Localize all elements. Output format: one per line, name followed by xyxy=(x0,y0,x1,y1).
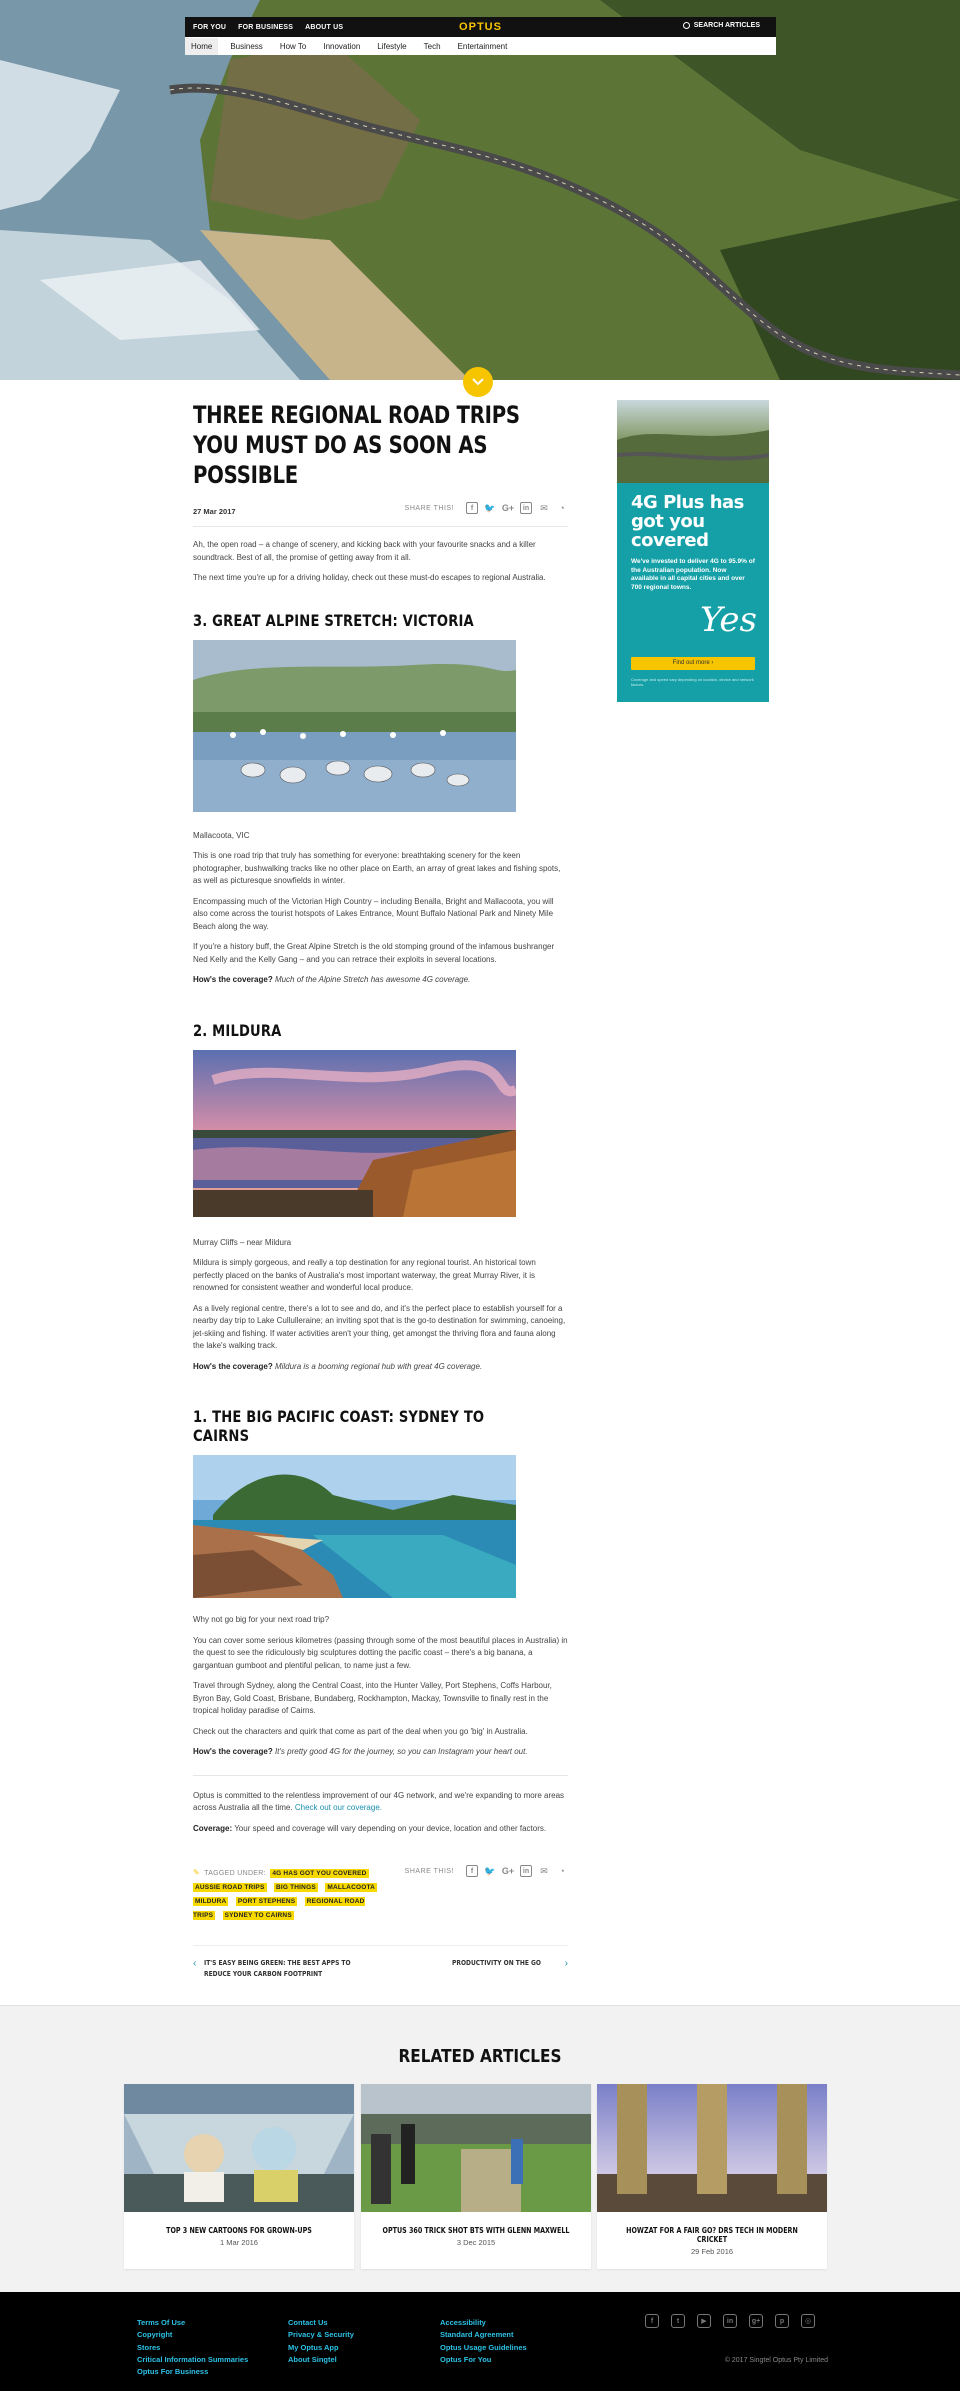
section-paragraph: This is one road trip that truly has something for everyone: breathtaking scenery for the keen photographer, bushwalking tracks like no other place on Earth, an array of great lakes and fishing spots, as well as picturesque snowfields in winter. xyxy=(193,851,561,885)
related-card-title: TOP 3 NEW CARTOONS FOR GROWN-UPS xyxy=(166,2226,312,2235)
related-card-title: OPTUS 360 TRICK SHOT BTS WITH GLENN MAXWELL xyxy=(382,2226,570,2235)
section-heading: 2. MILDURA xyxy=(193,1020,282,1040)
footer-link[interactable]: Stores xyxy=(137,2342,161,2352)
google-plus-icon[interactable]: g+ xyxy=(749,2314,763,2328)
copyright: © 2017 Singtel Optus Pty Limited xyxy=(724,2357,828,2364)
rss-icon[interactable]: ◔ xyxy=(559,503,565,513)
footer-link[interactable]: Copyright xyxy=(137,2330,173,2340)
related-card-date: 1 Mar 2016 xyxy=(220,2238,258,2247)
coverage-line xyxy=(193,1746,568,1759)
coverage-note-text: Your speed and coverage will vary depending on your device, location and other factors. xyxy=(234,1823,547,1833)
footer-link[interactable]: Privacy & Security xyxy=(288,2330,354,2340)
tag-link[interactable]: MILDURA xyxy=(195,1898,227,1905)
footer-column-1 xyxy=(137,2317,248,2378)
photo-murray-cliffs xyxy=(193,1050,516,1217)
footer-link[interactable]: Optus Usage Guidelines xyxy=(440,2342,527,2352)
facebook-icon[interactable]: f xyxy=(466,1865,478,1877)
share-label: SHARE THIS! xyxy=(404,504,454,512)
nav-item-how-to[interactable]: How To xyxy=(279,41,307,51)
previous-article-link[interactable] xyxy=(193,1958,393,1980)
hero-image xyxy=(0,0,960,380)
related-image-stumps xyxy=(597,2084,827,2212)
nav-item-innovation[interactable]: Innovation xyxy=(323,41,361,51)
share-bar xyxy=(405,502,568,514)
tag-link[interactable]: AUSSIE ROAD TRIPS xyxy=(195,1884,265,1891)
related-card-date: 3 Dec 2015 xyxy=(456,2238,496,2247)
search-label: SEARCH ARTICLES xyxy=(693,22,760,29)
social-icons xyxy=(645,2314,827,2328)
related-card-title: HOWZAT FOR A FAIR GO? DRS TECH IN MODERN CRICKET xyxy=(626,2226,798,2244)
tag-link[interactable]: 4G HAS GOT YOU COVERED xyxy=(272,1870,367,1877)
tag-icon: ✎ xyxy=(193,1868,200,1877)
article-meta xyxy=(193,500,568,520)
nav-item-business[interactable]: Business xyxy=(230,41,263,51)
google-plus-icon[interactable]: G+ xyxy=(501,503,515,513)
section-paragraph: Travel through Sydney, along the Central Coast, into the Hunter Valley, Port Stephens, Coffs Harbour, Byron Bay, Gold Coast, Brisbane, Bundaberg, Rockhampton, Mackay, Townsville to finally rest in the tropical holiday paradise of Cairns. xyxy=(193,1681,552,1715)
section-paragraph: If you're a history buff, the Great Alpine Stretch is the old stomping ground of the infamous bushranger Ned Kelly and the Kelly Gang – and you can retrace their exploits in several locations. xyxy=(193,942,555,964)
article-body xyxy=(193,400,568,1835)
section-paragraph: Encompassing much of the Victorian High Country – including Benalla, Bright and Mallacoota, you will also come across the tourist hotspots of Lakes Entrance, Mount Buffalo National Park and Ninety Mile Beach along the way. xyxy=(193,896,554,931)
facebook-icon[interactable]: f xyxy=(645,2314,659,2328)
tags-section xyxy=(193,1865,568,1921)
site-footer xyxy=(0,2292,960,2391)
linkedin-icon[interactable]: in xyxy=(520,1865,532,1877)
footer-column-3 xyxy=(440,2317,527,2366)
ad-headline: 4G Plus has got you covered xyxy=(631,492,744,551)
coverage-label: How's the coverage? xyxy=(193,1361,273,1371)
nav-link-about-us[interactable]: ABOUT US xyxy=(305,23,344,31)
intro-paragraph: Ah, the open road – a change of scenery, and kicking back with your favourite snacks and a killer soundtrack. Best of all, the promise of getting away from it all. xyxy=(193,540,536,562)
nav-item-home[interactable]: Home xyxy=(185,38,218,55)
intro-paragraph: The next time you're up for a driving holiday, check out these must-do escapes to regional Australia. xyxy=(193,573,546,582)
footer-link[interactable]: Contact Us xyxy=(288,2318,328,2327)
linkedin-icon[interactable]: in xyxy=(723,2314,737,2328)
nav-category-bar xyxy=(185,37,776,55)
related-image-cricket xyxy=(361,2084,591,2212)
coverage-text: Mildura is a booming regional hub with great 4G coverage. xyxy=(274,1361,483,1371)
chevron-left-icon: ‹ xyxy=(193,1958,197,1969)
coverage-note xyxy=(193,1823,568,1836)
coverage-note-label: Coverage: xyxy=(193,1823,233,1833)
instagram-icon[interactable]: ◎ xyxy=(801,2314,815,2328)
footer-link[interactable]: Optus For Business xyxy=(137,2367,209,2377)
section-paragraph: Mildura is simply gorgeous, and really a top destination for any regional tourist. An historical town perfectly placed on the banks of Australia's most important waterway, the great Murray River, it is renowned for consistent weather and wonderful local produce. xyxy=(193,1258,536,1292)
footer-link[interactable]: My Optus App xyxy=(288,2342,339,2352)
photo-pacific-coast xyxy=(193,1455,516,1598)
divider xyxy=(193,1775,568,1776)
footer-link[interactable]: Optus For You xyxy=(440,2354,492,2364)
coverage-text: It's pretty good 4G for the journey, so you can Instagram your heart out. xyxy=(274,1747,528,1756)
footer-link[interactable]: Standard Agreement xyxy=(440,2330,514,2340)
twitter-icon[interactable]: 🐦 xyxy=(484,1865,496,1876)
footer-column-2 xyxy=(288,2317,354,2366)
divider xyxy=(193,526,568,527)
footer-link[interactable]: Critical Information Summaries xyxy=(137,2354,249,2364)
article-date: 27 Mar 2017 xyxy=(193,507,236,516)
nav-link-for-you[interactable]: FOR YOU xyxy=(193,23,227,31)
next-article-link[interactable] xyxy=(452,1958,568,1969)
photo-caption: Why not go big for your next road trip? xyxy=(193,1615,330,1624)
footer-link[interactable]: About Singtel xyxy=(288,2354,337,2364)
related-image-cartoons xyxy=(124,2084,354,2212)
nav-item-entertainment[interactable]: Entertainment xyxy=(457,41,508,51)
nav-item-lifestyle[interactable]: Lifestyle xyxy=(377,41,407,51)
ad-photo xyxy=(617,400,769,483)
related-articles xyxy=(0,2005,960,2292)
coverage-label: How's the coverage? xyxy=(193,975,273,984)
tag-link[interactable]: MALLACOOTA xyxy=(327,1884,376,1891)
section-paragraph: As a lively regional centre, there's a lot to see and do, and it's the perfect place to establish yourself for a nearby day trip to Lake Cullulleraine; an inviting spot that is the go-to destination for swimming, canoeing, jet-skiing and fishing. If water activities aren't your thing, get amongst the thriving flora and fauna along the lake's walking track. xyxy=(193,1303,566,1350)
ad-brand-script: Yes xyxy=(699,600,757,640)
email-icon[interactable]: ✉ xyxy=(540,1865,548,1876)
twitter-icon[interactable]: t xyxy=(671,2314,685,2328)
section-paragraph: Check out the characters and quirk that come as part of the deal when you go 'big' in Australia. xyxy=(193,1726,528,1736)
prev-next-navigation xyxy=(193,1945,568,1978)
nav-top-bar xyxy=(185,17,776,37)
section-heading: 3. GREAT ALPINE STRETCH: VICTORIA xyxy=(193,610,474,630)
linkedin-icon[interactable]: in xyxy=(520,502,532,514)
related-card[interactable] xyxy=(597,2084,827,2269)
footer-link[interactable]: Terms Of Use xyxy=(137,2318,186,2327)
closing-paragraph xyxy=(193,1790,568,1815)
tag-link[interactable]: SYDNEY TO CAIRNS xyxy=(224,1912,292,1919)
coverage-line xyxy=(193,974,568,987)
advert-4g-plus[interactable] xyxy=(617,400,769,702)
ad-fine-print: Coverage and speed vary depending on location, device and network factors. xyxy=(631,677,754,687)
coverage-text: Much of the Alpine Stretch has awesome 4G coverage. xyxy=(274,975,471,984)
nav-link-for-business[interactable]: FOR BUSINESS xyxy=(238,23,294,31)
next-article-title: PRODUCTIVITY ON THE GO xyxy=(452,1959,541,1967)
optus-logo[interactable]: OPTUS xyxy=(459,21,502,33)
closing-text: Optus is committed to the relentless improvement of our 4G network, and we're expanding to more areas across Australia all the time. xyxy=(193,1790,565,1812)
scroll-down-button[interactable] xyxy=(463,367,493,397)
ad-find-out-more-button[interactable]: Find out more › xyxy=(631,657,755,670)
previous-article-title: IT'S EASY BEING GREEN: THE BEST APPS TO REDUCE YOUR CARBON FOOTPRINT xyxy=(204,1959,351,1978)
facebook-icon[interactable]: f xyxy=(466,502,478,514)
youtube-icon[interactable]: ▶ xyxy=(697,2314,711,2328)
related-card-date: 29 Feb 2016 xyxy=(690,2247,734,2256)
google-plus-icon[interactable]: G+ xyxy=(501,1866,515,1876)
tag-list xyxy=(193,1865,388,1921)
section-paragraph: You can cover some serious kilometres (passing through some of the most beautiful places in Australia) in the quest to see the ridiculously big sculptures dotting the pacific coast – there's a big banana, a gargantuan gumboot and plentiful pelican, to name just a few. xyxy=(193,1635,568,1670)
nav-item-tech[interactable]: Tech xyxy=(423,41,441,51)
tag-link[interactable]: PORT STEPHENS xyxy=(237,1898,296,1905)
rss-icon[interactable]: ◔ xyxy=(559,1866,565,1876)
share-bar-bottom xyxy=(405,1865,568,1877)
ad-subtext: We've invested to deliver 4G to 95.9% of the Australian population. Now available in all capital cities and over 700 regional towns. xyxy=(631,558,755,591)
share-label: SHARE THIS! xyxy=(404,1867,454,1875)
tag-link[interactable]: BIG THINGS xyxy=(275,1884,316,1891)
photo-pelicans xyxy=(193,640,516,812)
tag-link[interactable]: REGIONAL ROAD TRIPS xyxy=(193,1898,365,1919)
search-articles-button[interactable] xyxy=(683,22,760,29)
chevron-down-icon xyxy=(472,378,484,386)
search-icon xyxy=(683,22,690,29)
article-title: THREE REGIONAL ROAD TRIPS YOU MUST DO AS SOON AS POSSIBLE xyxy=(193,401,520,489)
photo-caption: Murray Cliffs – near Mildura xyxy=(193,1237,292,1247)
chevron-right-icon: › xyxy=(564,1958,568,1969)
tags-label: TAGGED UNDER: xyxy=(204,1870,266,1877)
related-title: RELATED ARTICLES xyxy=(398,2046,562,2067)
related-card[interactable] xyxy=(361,2084,591,2269)
photo-caption: Mallacoota, VIC xyxy=(193,830,250,840)
section-heading: 1. THE BIG PACIFIC COAST: SYDNEY TO CAIRNS xyxy=(193,1407,485,1445)
email-icon[interactable]: ✉ xyxy=(540,502,548,513)
top-navigation xyxy=(185,17,776,55)
pinterest-icon[interactable]: p xyxy=(775,2314,789,2328)
twitter-icon[interactable]: 🐦 xyxy=(484,502,496,513)
related-card[interactable] xyxy=(124,2084,354,2269)
coverage-label: How's the coverage? xyxy=(193,1747,273,1756)
footer-link[interactable]: Accessibility xyxy=(440,2318,486,2327)
coverage-line xyxy=(193,1361,568,1374)
coverage-link[interactable]: Check out our coverage. xyxy=(294,1803,383,1812)
